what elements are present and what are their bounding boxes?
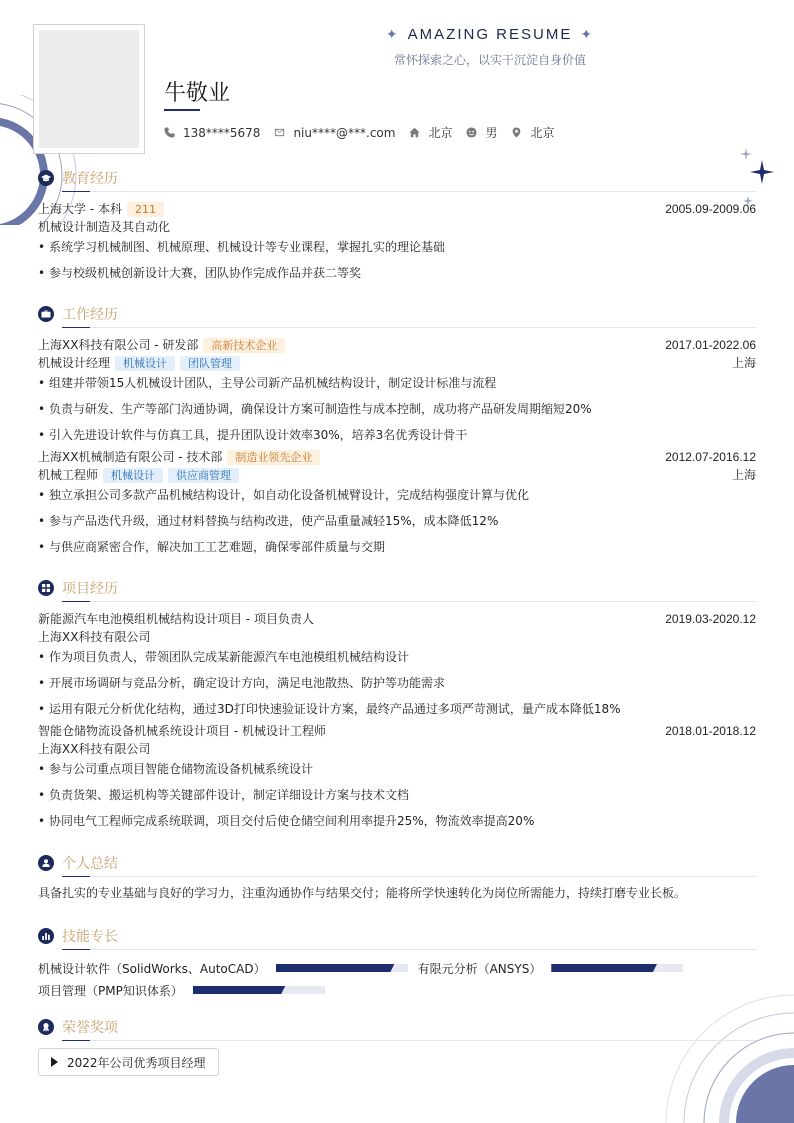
role-tag: 机械设计 [115,356,175,371]
project-name: 智能仓储物流设备机械系统设计项目 - 机械设计工程师 [38,724,326,738]
project-entry [38,722,756,829]
list-item: • 参与校级机械创新设计大赛，团队协作完成作品并获二等奖 [38,265,756,281]
triangle-bullet-icon [51,1057,58,1067]
company-name: 上海XX科技有限公司 - 研发部 [38,338,199,352]
job-role: 机械设计经理 [38,356,111,370]
contact-location: 北京 [511,124,554,141]
phone-icon [164,127,175,138]
work-entry [38,448,756,555]
list-item: • 作为项目负责人，带领团队完成某新能源汽车电池模组机械结构设计 [38,649,756,665]
section-title: 技能专长 [62,929,118,945]
awards-section [38,1016,756,1076]
role-tag: 供应商管理 [168,468,239,483]
section-title: 个人总结 [62,856,118,872]
work-date: 2012.07-2016.12 [665,450,756,464]
list-item: • 负责货架、搬运机构等关键部件设计，制定详细设计方案与技术文档 [38,787,756,803]
list-item: • 组建并带领15人机械设计团队，主导公司新产品机械结构设计，制定设计标准与流程 [38,375,756,391]
star-icon: ✦ [580,26,595,42]
job-role: 机械工程师 [38,468,99,482]
skill-label: 机械设计软件（SolidWorks、AutoCAD） [38,961,266,976]
projects-section [38,577,756,829]
skill-item [418,957,684,979]
brand-title: AMAZING RESUME [407,26,573,43]
section-header [38,167,756,189]
role-tag: 团队管理 [180,356,240,371]
education-section [38,167,756,281]
skill-label: 项目管理（PMP知识体系） [38,983,183,998]
list-item: • 引入先进设计软件与仿真工具，提升团队设计效率30%，培养3名优秀设计骨干 [38,427,756,443]
section-header [38,925,756,947]
contact-home: 北京 [409,124,452,141]
summary-section [38,852,756,902]
contact-email[interactable]: niu****@***.com [274,126,395,140]
mail-icon [274,127,285,138]
skill-list [38,957,756,1001]
section-title: 工作经历 [62,307,118,323]
skill-label: 有限元分析（ANSYS） [417,961,542,976]
section-title: 荣誉奖项 [62,1020,118,1036]
list-item: • 独立承担公司多款产品机械结构设计，如自动化设备机械臂设计，完成结构强度计算与优化 [38,487,756,503]
skill-level-fill [551,964,657,972]
work-section [38,303,756,555]
skills-section [38,925,756,1001]
award-label: 2022年公司优秀项目经理 [67,1055,206,1070]
company-tag: 制造业领先企业 [227,450,320,465]
education-entry [38,200,756,281]
list-item: • 负责与研发、生产等部门沟通协调，确保设计方案可制造性与成本控制，成功将产品研发周期缩短20% [38,401,756,417]
section-header [38,577,756,599]
skill-level-fill [193,986,285,994]
section-header [38,303,756,325]
section-title: 项目经历 [62,581,118,597]
list-item: • 运用有限元分析优化结构，通过3D打印快速验证设计方案，最终产品通过多项严苛测试，量产成本降低18% [38,701,756,717]
contact-phone: 138****5678 [164,126,260,140]
brand-subtitle: 常怀探索之心，以实干沉淀自身价值 [393,53,586,67]
work-location: 上海 [731,356,756,370]
project-entry [38,610,756,717]
project-name: 新能源汽车电池模组机械结构设计项目 - 项目负责人 [38,612,314,626]
section-header [38,852,756,874]
skill-item [38,957,408,979]
gender-icon [466,127,477,138]
project-company: 上海XX科技有限公司 [38,742,151,756]
company-tag: 高新技术企业 [203,338,285,353]
major: 机械设计制造及其自动化 [38,220,171,234]
home-icon [409,127,420,138]
skill-level-fill [276,964,395,972]
name-underline [164,109,200,111]
work-entry [38,336,756,443]
skill-bar [551,964,683,972]
skill-bar [276,964,408,972]
candidate-name: 牛敬业 [164,81,231,106]
project-date: 2019.03-2020.12 [665,612,756,626]
bar-chart-icon [38,928,54,944]
school-name: 上海大学 - 本科 [38,202,122,216]
contact-gender: 男 [466,124,497,141]
briefcase-icon [38,306,54,322]
school-tag: 211 [127,202,164,217]
education-date: 2005.09-2009.06 [665,202,756,216]
list-item: • 协同电气工程师完成系统联调，项目交付后使仓储空间利用率提升25%，物流效率提高20% [38,813,756,829]
summary-text: 具备扎实的专业基础与良好的学习力，注重沟通协作与结果交付；能将所学快速转化为岗位所需能力，持续打磨专业长板。 [38,886,687,900]
work-location: 上海 [731,468,756,482]
list-item: • 参与产品迭代升级，通过材料替换与结构改进，使产品重量减轻15%，成本降低12% [38,513,756,529]
star-icon: ✦ [385,26,400,42]
skill-item [38,979,325,1001]
project-company: 上海XX科技有限公司 [38,630,151,644]
user-icon [38,855,54,871]
section-title: 教育经历 [62,171,118,187]
section-header [38,1016,756,1038]
list-item: • 与供应商紧密合作，解决加工工艺难题，确保零部件质量与交期 [38,539,756,555]
award-icon [38,1019,54,1035]
skill-bar [193,986,325,994]
list-item: • 参与公司重点项目智能仓储物流设备机械系统设计 [38,761,756,777]
graduation-cap-icon [38,170,54,186]
brand-header [380,26,600,68]
project-date: 2018.01-2018.12 [665,724,756,738]
profile-photo [33,24,145,154]
company-name: 上海XX机械制造有限公司 - 技术部 [38,450,223,464]
work-date: 2017.01-2022.06 [665,338,756,352]
contact-list [164,124,569,141]
location-icon [511,127,522,138]
list-item: • 系统学习机械制图、机械原理、机械设计等专业课程，掌握扎实的理论基础 [38,239,756,255]
role-tag: 机械设计 [103,468,163,483]
grid-icon [38,580,54,596]
award-item [38,1048,219,1076]
list-item: • 开展市场调研与竞品分析，确定设计方向，满足电池散热、防护等功能需求 [38,675,756,691]
